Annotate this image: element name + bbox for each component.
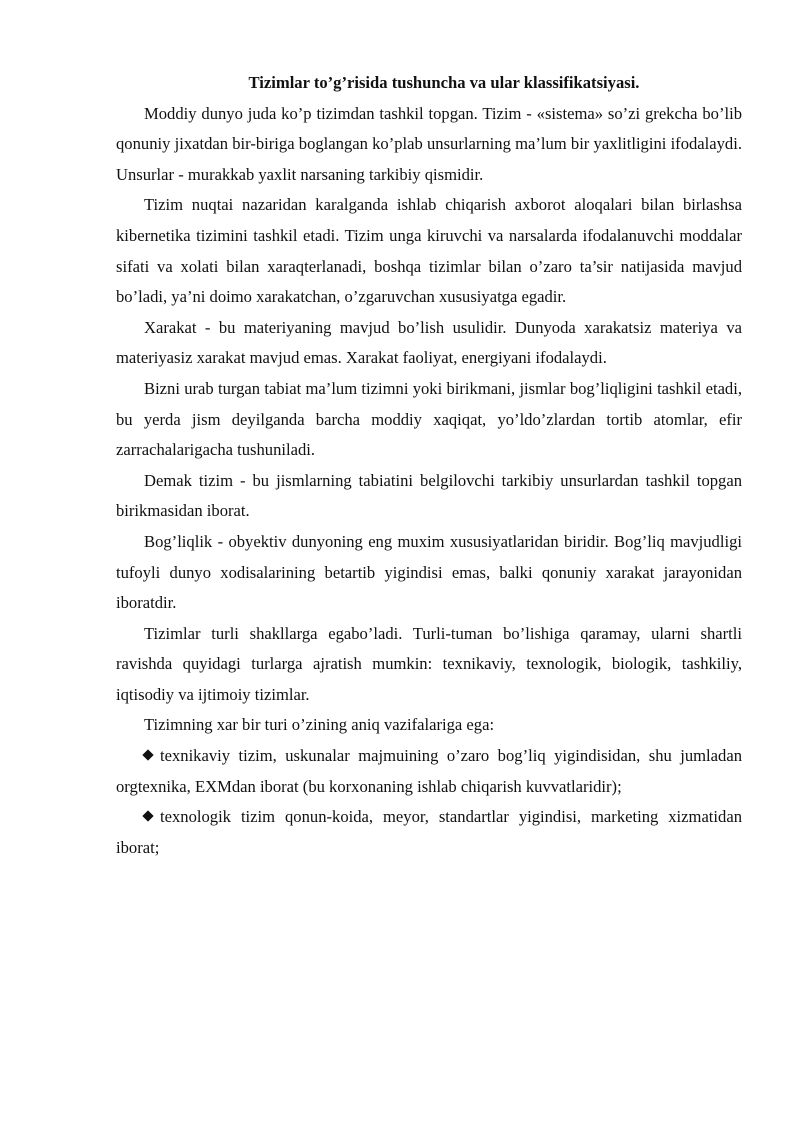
bullet-item-2 (116, 802, 742, 863)
diamond-bullet-icon (142, 811, 153, 822)
paragraph-1: Moddiy dunyo juda ko’p tizimdan tashkil topgan. Tizim - «sistema» so’zi grekcha bo’lib qonuniy jixatdan bir-biriga boglangan ko’plab unsurlarning ma’lum bir yaxlitligini ifodalaydi. Unsurlar - murakkab yaxlit narsaning tarkibiy qismidir. (116, 103, 742, 184)
paragraph-2: Tizim nuqtai nazaridan karalganda ishlab chiqarish axborot aloqalari bilan birlashsa kibernetika tizimini tashkil etadi. Tizim unga kiruvchi va narsalarda ifodalanuvchi moddalar sifati va xolati bilan xaraqterlanadi, boshqa tizimlar bilan o’zaro ta’sir natijasida mavjud bo’ladi, ya’ni doimo xarakatchan, o’zgaruvchan xususiyatga egadir. (116, 195, 742, 307)
diamond-bullet-icon (142, 749, 153, 760)
paragraph-8: Tizimning xar bir turi o’zining aniq vazifalariga ega: (144, 715, 495, 735)
paragraph-4: Bizni urab turgan tabiat ma’lum tizimni yoki birikmani, jismlar bog’liqligini tashkil etadi, bu yerda jism deyilganda barcha moddiy xaqiqat, yo’ldo’zlardan tortib atomlar, efir zarrachalarigacha tushuniladi. (116, 378, 742, 460)
paragraph-3: Xarakat - bu materiyaning mavjud bo’lish usulidir. Dunyoda xarakatsiz materiya va materiyasiz xarakat mavjud emas. Xarakat faoliyat, energiyani ifodalaydi. (116, 317, 742, 368)
bullet-text-1: texnikaviy tizim, uskunalar majmuining o’zaro bog’liq yigindisidan, shu jumladan orgtexnika, EXMdan iborat (bu korxonaning ishlab chiqarish kuvvatlaridir); (116, 746, 742, 796)
paragraph-6: Bog’liqlik - obyektiv dunyoning eng muxim xususiyatlaridan biridir. Bog’liq mavjudligi tufoyli dunyo xodisalarining betartib yigindisi emas, balki qonuniy xarakat jarayonidan iboratdir. (116, 531, 742, 613)
document-title: Tizimlar to’g’risida tushuncha va ular klassifikatsiyasi. (248, 73, 640, 92)
paragraph-7: Tizimlar turli shakllarga egabo’ladi. Turli-tuman bo’lishiga qaramay, ularni shartli ravishda quyidagi turlarga ajratish mumkin: texnikaviy, texnologik, biologik, tashkiliy, iqtisodiy va ijtimoiy tizimlar. (116, 623, 742, 704)
bullet-item-1 (116, 741, 742, 802)
paragraph-5: Demak tizim - bu jismlarning tabiatini belgilovchi tarkibiy unsurlardan tashkil topgan birikmasidan iborat. (116, 470, 742, 521)
document-page (116, 68, 742, 863)
bullet-text-2: texnologik tizim qonun-koida, meyor, standartlar yigindisi, marketing xizmatidan iborat; (116, 807, 742, 857)
